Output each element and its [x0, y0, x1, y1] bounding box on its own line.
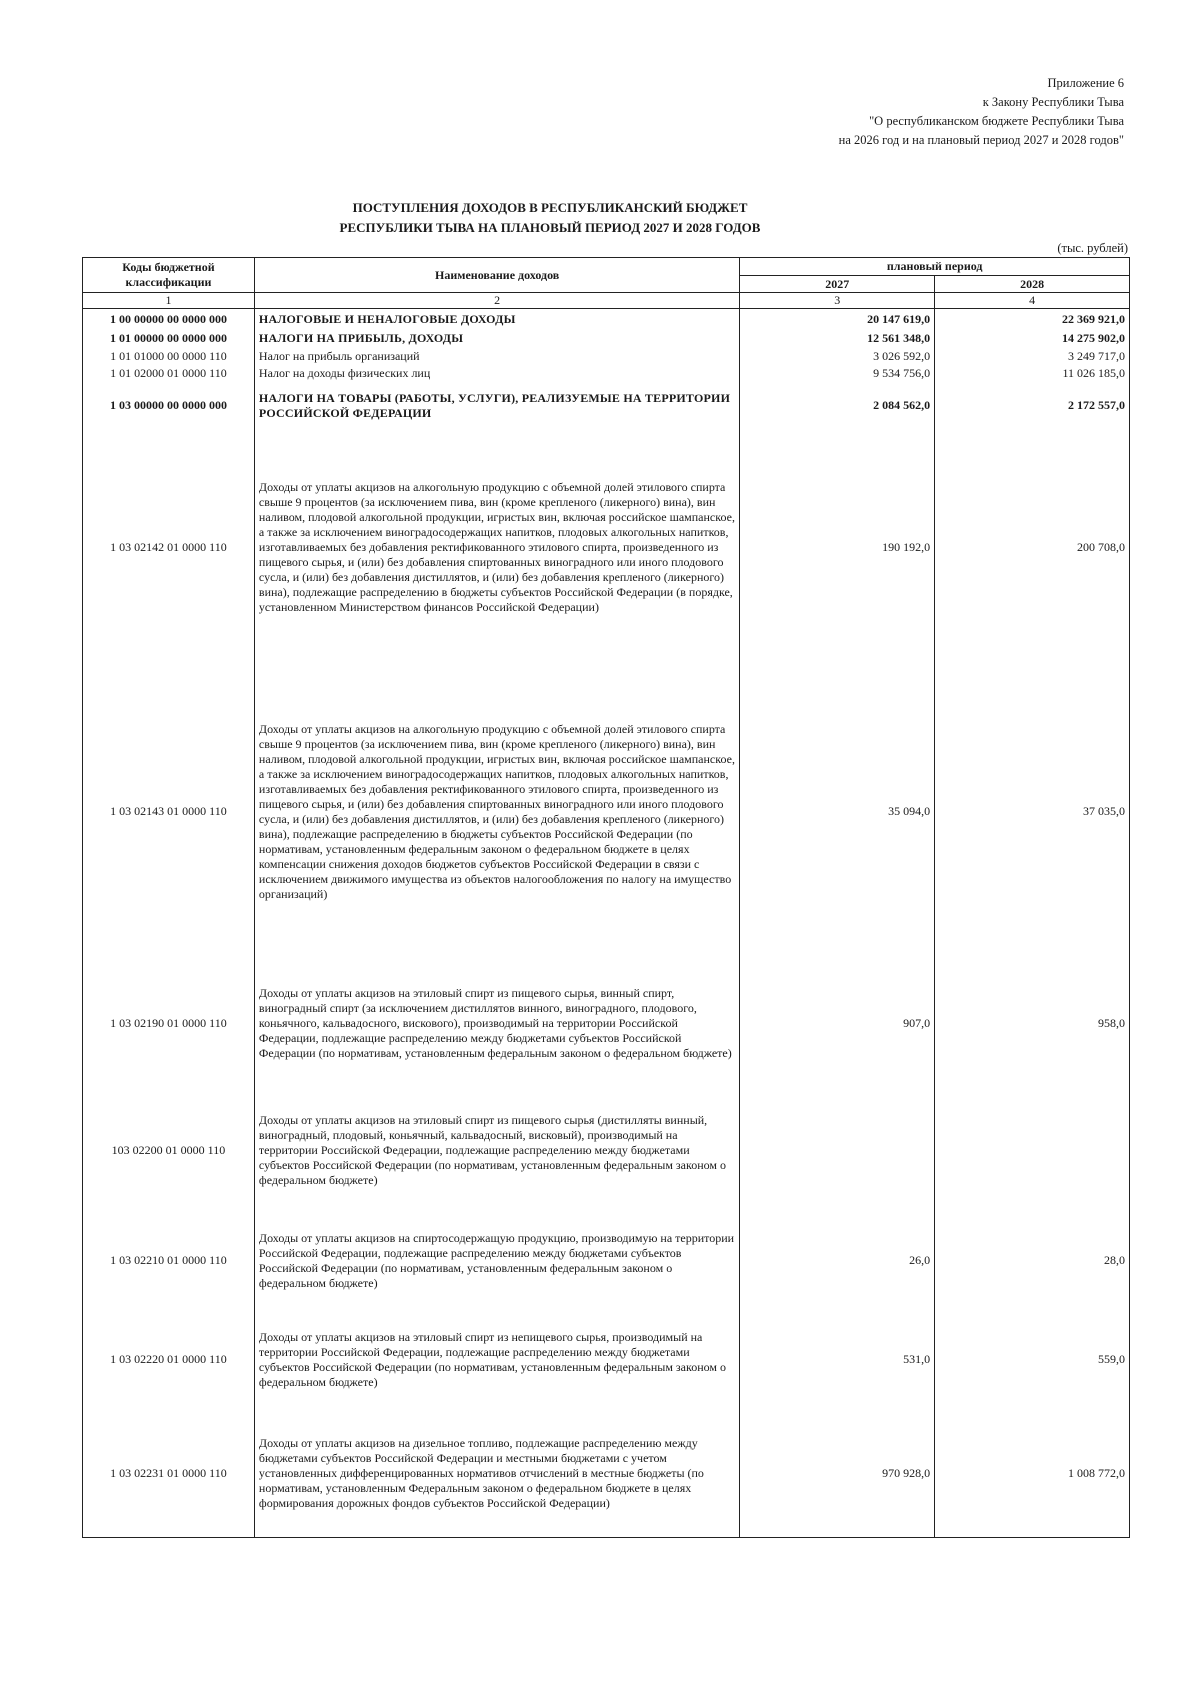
row-name: Доходы от уплаты акцизов на этиловый спирт из пищевого сырья, винный спирт, виноградный спирт (за исключением дистиллятов винного, виноградного, плодового, коньячного, кальвадосного, вискового), производимый на территории Российской Федерации, подлежащие распределению между бюджетами субъектов Российской Федерации (по нормативам, установленным федеральным законом о федеральном бюджете) — [254, 958, 739, 1090]
row-value-2028: 14 275 902,0 — [935, 330, 1130, 348]
row-code: 1 01 01000 00 0000 110 — [83, 348, 255, 365]
row-value-2027: 2 084 562,0 — [740, 382, 935, 430]
row-value-2027: 20 147 619,0 — [740, 309, 935, 330]
row-code: 1 03 00000 00 0000 000 — [83, 382, 255, 430]
header-col-number: 3 — [740, 293, 935, 309]
row-name: НАЛОГИ НА ПРИБЫЛЬ, ДОХОДЫ — [254, 330, 739, 348]
table-row — [83, 1212, 1130, 1310]
row-code: 1 03 02220 01 0000 110 — [83, 1310, 255, 1410]
appendix-line: "О республиканском бюджете Республики Тыва — [869, 114, 1124, 128]
table-row — [83, 666, 1130, 958]
appendix-line: Приложение 6 — [1047, 76, 1124, 90]
table-row — [83, 958, 1130, 1090]
row-value-2028: 11 026 185,0 — [935, 365, 1130, 382]
row-name: Доходы от уплаты акцизов на этиловый спирт из непищевого сырья, производимый на территории Российской Федерации, подлежащие распределению между бюджетами субъектов Российской Федерации (по нормативам, установленным федеральным законом о федеральном бюджете) — [254, 1310, 739, 1410]
table-row — [83, 309, 1130, 330]
row-name: Доходы от уплаты акцизов на алкогольную продукцию с объемной долей этилового спирта свыше 9 процентов (за исключением пива, вин (кроме крепленого (ликерного) вина), вин наливом, плодовой алкогольной продукции, игристых вин, включая российское шампанское, а также за исключением виноградосодержащих напитков, плодовых алкогольных напитков, изготавливаемых без добавления ректификованного этилового спирта, произведенного из пищевого сырья, и (или) без добавления спиртованных виноградного или иного плодового сусла, и (или) без добавления дистиллятов, и (или) без добавления крепленого (ликерного) вина), подлежащие распределению в бюджеты субъектов Российской Федерации (в порядке, установленном Министерством финансов Российской Федерации) — [254, 430, 739, 666]
header-period: плановый период — [740, 258, 1130, 276]
row-value-2027: 12 561 348,0 — [740, 330, 935, 348]
row-code: 1 03 02190 01 0000 110 — [83, 958, 255, 1090]
row-value-2028: 1 008 772,0 — [935, 1410, 1130, 1538]
table-row — [83, 430, 1130, 666]
row-code: 1 00 00000 00 0000 000 — [83, 309, 255, 330]
row-value-2028: 28,0 — [935, 1212, 1130, 1310]
header-year-2027: 2027 — [740, 276, 935, 293]
row-name: НАЛОГОВЫЕ И НЕНАЛОГОВЫЕ ДОХОДЫ — [254, 309, 739, 330]
row-code: 1 01 02000 01 0000 110 — [83, 365, 255, 382]
row-value-2027: 970 928,0 — [740, 1410, 935, 1538]
appendix-line: к Закону Республики Тыва — [982, 95, 1124, 109]
row-name: Доходы от уплаты акцизов на дизельное топливо, подлежащие распределению между бюджетами субъектов Российской Федерации и местными бюджетами с учетом установленных дифференцированных нормативов отчислений в местные бюджеты (по нормативам, установленным Федеральным законом о федеральном бюджете в целях формирования дорожных фондов субъектов Российской Федерации) — [254, 1410, 739, 1538]
row-value-2028: 22 369 921,0 — [935, 309, 1130, 330]
row-value-2028: 958,0 — [935, 958, 1130, 1090]
document-title — [190, 198, 910, 238]
title-line: РЕСПУБЛИКИ ТЫВА НА ПЛАНОВЫЙ ПЕРИОД 2027 И 2028 ГОДОВ — [339, 220, 761, 235]
row-value-2028: 37 035,0 — [935, 666, 1130, 958]
header-col-number: 2 — [254, 293, 739, 309]
row-value-2027: 26,0 — [740, 1212, 935, 1310]
row-code: 103 02200 01 0000 110 — [83, 1090, 255, 1212]
table-row — [83, 365, 1130, 382]
header-name: Наименование доходов — [254, 258, 739, 293]
row-value-2027: 531,0 — [740, 1310, 935, 1410]
appendix-header — [704, 74, 1124, 150]
row-value-2027: 9 534 756,0 — [740, 365, 935, 382]
row-value-2028: 559,0 — [935, 1310, 1130, 1410]
row-code: 1 03 02142 01 0000 110 — [83, 430, 255, 666]
table-row — [83, 382, 1130, 430]
row-value-2027: 907,0 — [740, 958, 935, 1090]
row-value-2028: 3 249 717,0 — [935, 348, 1130, 365]
table-row — [83, 330, 1130, 348]
row-value-2028: 2 172 557,0 — [935, 382, 1130, 430]
appendix-line: на 2026 год и на плановый период 2027 и 2028 годов" — [838, 133, 1124, 147]
row-name: НАЛОГИ НА ТОВАРЫ (РАБОТЫ, УСЛУГИ), РЕАЛИЗУЕМЫЕ НА ТЕРРИТОРИИ РОССИЙСКОЙ ФЕДЕРАЦИИ — [254, 382, 739, 430]
row-code: 1 03 02231 01 0000 110 — [83, 1410, 255, 1538]
row-name: Доходы от уплаты акцизов на алкогольную продукцию с объемной долей этилового спирта свыше 9 процентов (за исключением пива, вин (кроме крепленого (ликерного) вина), вин наливом, плодовой алкогольной продукции, игристых вин, включая российское шампанское, а также за исключением виноградосодержащих напитков, плодовых алкогольных напитков, изготавливаемых без добавления ректификованного этилового спирта, произведенного из пищевого сырья, и (или) без добавления спиртованных виноградного или иного плодового сусла, и (или) без добавления дистиллятов, и (или) без добавления крепленого (ликерного) вина), подлежащие распределению в бюджеты субъектов Российской Федерации (по нормативам, установленным федеральным законом о федеральном бюджете в целях компенсации снижения доходов бюджетов субъектов Российской Федерации в связи с исключением движимого имущества из объектов налогообложения по налогу на имущество организаций) — [254, 666, 739, 958]
revenue-table — [82, 257, 1130, 1538]
row-code: 1 01 00000 00 0000 000 — [83, 330, 255, 348]
header-year-2028: 2028 — [935, 276, 1130, 293]
row-value-2027: 3 026 592,0 — [740, 348, 935, 365]
units-label: (тыс. рублей) — [1057, 241, 1128, 255]
row-name: Доходы от уплаты акцизов на спиртосодержащую продукцию, производимую на территории Российской Федерации, подлежащие распределению между бюджетами субъектов Российской Федерации (по нормативам, установленным федеральным законом о федеральном бюджете) — [254, 1212, 739, 1310]
row-name: Налог на доходы физических лиц — [254, 365, 739, 382]
row-name: Налог на прибыль организаций — [254, 348, 739, 365]
row-name: Доходы от уплаты акцизов на этиловый спирт из пищевого сырья (дистилляты винный, виноградный, плодовый, коньячный, кальвадосный, висковый), производимый на территории Российской Федерации, подлежащие распределению между бюджетами субъектов Российской Федерации (по нормативам, установленным федеральным законом о федеральном бюджете) — [254, 1090, 739, 1212]
row-value-2028: 200 708,0 — [935, 430, 1130, 666]
header-code: Коды бюджетной классификации — [83, 258, 255, 293]
table-row — [83, 348, 1130, 365]
row-value-2027: 35 094,0 — [740, 666, 935, 958]
row-code: 1 03 02210 01 0000 110 — [83, 1212, 255, 1310]
table-row — [83, 1410, 1130, 1538]
title-line: ПОСТУПЛЕНИЯ ДОХОДОВ В РЕСПУБЛИКАНСКИЙ БЮДЖЕТ — [352, 200, 748, 215]
row-value-2027: 190 192,0 — [740, 430, 935, 666]
row-code: 1 03 02143 01 0000 110 — [83, 666, 255, 958]
header-col-number: 1 — [83, 293, 255, 309]
table-row — [83, 1090, 1130, 1212]
row-value-2027 — [740, 1090, 935, 1212]
table-row — [83, 1310, 1130, 1410]
row-value-2028 — [935, 1090, 1130, 1212]
header-col-number: 4 — [935, 293, 1130, 309]
